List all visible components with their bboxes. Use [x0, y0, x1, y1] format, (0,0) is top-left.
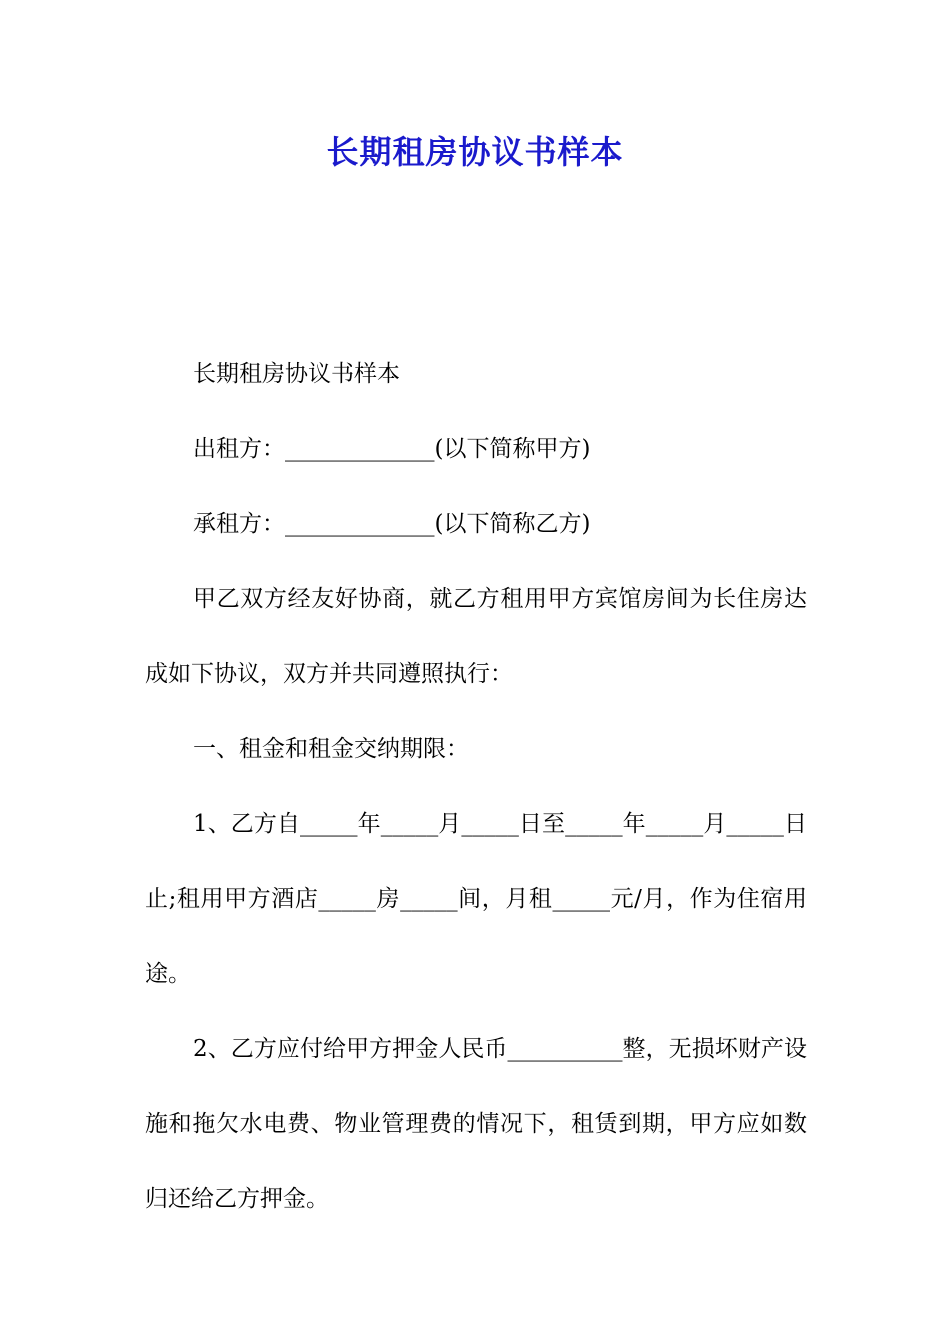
paragraph-heading: 长期租房协议书样本	[193, 361, 400, 387]
document-body	[145, 337, 807, 1237]
clause-1: 1、乙方自_____年_____月_____日至_____年_____月_____日止;租用甲方酒店_____房_____间，月租_____元/月，作为住宿用途。	[145, 811, 807, 987]
document-title: 长期租房协议书样本	[326, 133, 624, 171]
paragraph-intro: 甲乙双方经友好协商，就乙方租用甲方宾馆房间为长住房达成如下协议，双方并共同遵照执行：	[145, 586, 807, 687]
clause-2: 2、乙方应付给甲方押金人民币__________整，无损坏财产设施和拖欠水电费、物业管理费的情况下，租赁到期，甲方应如数归还给乙方押金。	[145, 1036, 807, 1212]
paragraph-lessee: 承租方：_____________(以下简称乙方)	[193, 511, 591, 537]
section-heading-rent: 一、租金和租金交纳期限：	[193, 736, 469, 762]
paragraph-lessor: 出租方：_____________(以下简称甲方)	[193, 436, 591, 462]
